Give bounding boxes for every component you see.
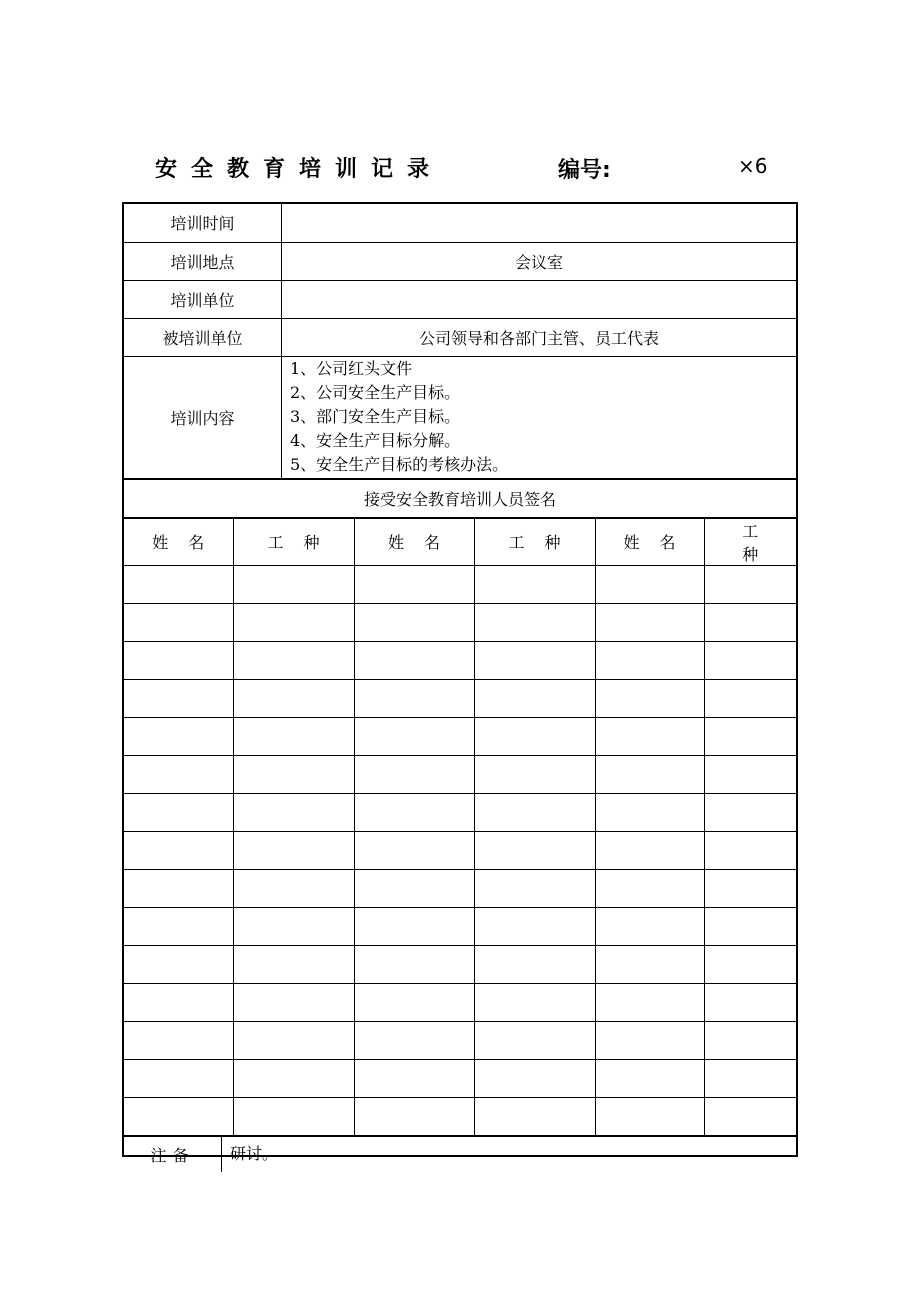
- signature-name-cell[interactable]: [595, 641, 704, 679]
- signature-name-cell[interactable]: [354, 603, 474, 641]
- signature-job-cell[interactable]: [704, 1021, 796, 1059]
- training-record-form: [122, 202, 798, 1165]
- signature-row: [124, 679, 796, 717]
- signature-row: [124, 755, 796, 793]
- signature-job-cell[interactable]: [474, 1097, 595, 1135]
- signature-row: [124, 793, 796, 831]
- signature-name-cell[interactable]: [354, 945, 474, 983]
- header-name: 姓名: [124, 518, 233, 565]
- signature-job-cell[interactable]: [474, 565, 595, 603]
- signature-name-cell[interactable]: [595, 755, 704, 793]
- signature-job-cell[interactable]: [474, 717, 595, 755]
- trainee-unit-value[interactable]: 公司领导和各部门主管、员工代表: [282, 318, 797, 356]
- signature-name-cell[interactable]: [354, 679, 474, 717]
- signature-job-cell[interactable]: [704, 907, 796, 945]
- training-content-label: 培训内容: [124, 356, 282, 478]
- signature-name-cell[interactable]: [595, 793, 704, 831]
- signature-row: [124, 1059, 796, 1097]
- signature-row: [124, 907, 796, 945]
- signature-job-cell[interactable]: [233, 1097, 354, 1135]
- signature-name-cell[interactable]: [354, 831, 474, 869]
- signature-job-cell[interactable]: [474, 831, 595, 869]
- signature-job-cell[interactable]: [233, 679, 354, 717]
- content-item: 1、公司红头文件: [290, 359, 413, 378]
- signature-job-cell[interactable]: [233, 869, 354, 907]
- signature-name-cell[interactable]: [124, 983, 233, 1021]
- notes-table: [124, 1136, 796, 1173]
- training-unit-value[interactable]: [282, 280, 797, 318]
- signature-title-table: [124, 479, 796, 518]
- signature-job-cell[interactable]: [233, 603, 354, 641]
- signature-name-cell[interactable]: [124, 1097, 233, 1135]
- signature-job-cell[interactable]: [474, 603, 595, 641]
- signature-job-cell[interactable]: [704, 831, 796, 869]
- row-training-location: [124, 242, 796, 280]
- notes-value[interactable]: 研讨。: [222, 1136, 797, 1172]
- signature-name-cell[interactable]: [124, 945, 233, 983]
- signature-name-cell[interactable]: [124, 1059, 233, 1097]
- signature-job-cell[interactable]: [233, 641, 354, 679]
- signature-job-cell[interactable]: [704, 945, 796, 983]
- signature-name-cell[interactable]: [354, 641, 474, 679]
- signature-job-cell[interactable]: [704, 869, 796, 907]
- signature-name-cell[interactable]: [354, 565, 474, 603]
- signature-name-cell[interactable]: [124, 755, 233, 793]
- signature-name-cell[interactable]: [354, 793, 474, 831]
- signature-name-cell[interactable]: [354, 869, 474, 907]
- signature-name-cell[interactable]: [124, 717, 233, 755]
- signature-name-cell[interactable]: [354, 983, 474, 1021]
- signature-name-cell[interactable]: [124, 641, 233, 679]
- signature-job-cell[interactable]: [474, 793, 595, 831]
- notes-label: 注备: [124, 1136, 222, 1172]
- signature-job-cell[interactable]: [704, 717, 796, 755]
- training-content-value[interactable]: [282, 356, 797, 478]
- signature-header-row: [124, 518, 796, 565]
- content-item: 4、安全生产目标分解。: [290, 431, 461, 450]
- signature-name-cell[interactable]: [124, 831, 233, 869]
- signature-name-cell[interactable]: [595, 1059, 704, 1097]
- signature-job-cell[interactable]: [704, 603, 796, 641]
- signature-section-title: 接受安全教育培训人员签名: [124, 479, 796, 517]
- signature-grid: [124, 518, 796, 1136]
- signature-name-cell[interactable]: [124, 1021, 233, 1059]
- signature-job-cell[interactable]: [704, 641, 796, 679]
- row-trainee-unit: [124, 318, 796, 356]
- signature-job-cell[interactable]: [233, 1021, 354, 1059]
- signature-name-cell[interactable]: [354, 1059, 474, 1097]
- signature-row: [124, 945, 796, 983]
- signature-job-cell[interactable]: [474, 641, 595, 679]
- signature-name-cell[interactable]: [595, 565, 704, 603]
- signature-job-cell[interactable]: [474, 907, 595, 945]
- document-title: 安全教育培训记录: [155, 157, 444, 182]
- training-time-value[interactable]: [282, 204, 797, 242]
- signature-job-cell[interactable]: [233, 717, 354, 755]
- signature-name-cell[interactable]: [595, 717, 704, 755]
- signature-name-cell[interactable]: [124, 679, 233, 717]
- row-training-time: [124, 204, 796, 242]
- signature-row: [124, 641, 796, 679]
- header-job: 工种: [233, 518, 354, 565]
- signature-job-cell[interactable]: [704, 983, 796, 1021]
- signature-row: [124, 869, 796, 907]
- signature-row: [124, 1021, 796, 1059]
- content-item: 2、公司安全生产目标。: [290, 383, 461, 402]
- signature-row: [124, 1097, 796, 1135]
- signature-name-cell[interactable]: [354, 1021, 474, 1059]
- signature-row: [124, 603, 796, 641]
- header-job: 工种: [704, 518, 796, 565]
- header-name: 姓名: [354, 518, 474, 565]
- training-time-label: 培训时间: [124, 204, 282, 242]
- signature-job-cell[interactable]: [233, 831, 354, 869]
- signature-name-cell[interactable]: [124, 603, 233, 641]
- signature-row: [124, 565, 796, 603]
- signature-job-cell[interactable]: [233, 755, 354, 793]
- training-location-value[interactable]: 会议室: [282, 242, 797, 280]
- signature-job-cell[interactable]: [704, 755, 796, 793]
- trainee-unit-label: 被培训单位: [124, 318, 282, 356]
- training-info-table: [124, 204, 796, 479]
- training-location-label: 培训地点: [124, 242, 282, 280]
- content-item: 3、部门安全生产目标。: [290, 407, 461, 426]
- signature-job-cell[interactable]: [474, 679, 595, 717]
- signature-name-cell[interactable]: [595, 907, 704, 945]
- signature-name-cell[interactable]: [354, 755, 474, 793]
- signature-name-cell[interactable]: [124, 869, 233, 907]
- signature-name-cell[interactable]: [124, 793, 233, 831]
- signature-job-cell[interactable]: [474, 869, 595, 907]
- signature-job-cell[interactable]: [704, 793, 796, 831]
- signature-job-cell[interactable]: [233, 945, 354, 983]
- signature-rows: [124, 565, 796, 1135]
- signature-job-cell[interactable]: [233, 565, 354, 603]
- signature-name-cell[interactable]: [595, 831, 704, 869]
- signature-name-cell[interactable]: [354, 907, 474, 945]
- row-training-unit: [124, 280, 796, 318]
- signature-name-cell[interactable]: [595, 1021, 704, 1059]
- number-label: 编号:: [558, 158, 611, 183]
- row-training-content: [124, 356, 796, 478]
- header-job: 工种: [474, 518, 595, 565]
- signature-job-cell[interactable]: [704, 679, 796, 717]
- signature-row: [124, 717, 796, 755]
- signature-job-cell[interactable]: [233, 907, 354, 945]
- signature-job-cell[interactable]: [474, 1059, 595, 1097]
- signature-job-cell[interactable]: [233, 983, 354, 1021]
- signature-name-cell[interactable]: [354, 1097, 474, 1135]
- signature-job-cell[interactable]: [704, 1097, 796, 1135]
- signature-job-cell[interactable]: [474, 755, 595, 793]
- signature-job-cell[interactable]: [474, 945, 595, 983]
- signature-name-cell[interactable]: [595, 869, 704, 907]
- signature-job-cell[interactable]: [474, 1021, 595, 1059]
- notes-row: [124, 1136, 796, 1172]
- signature-name-cell[interactable]: [595, 603, 704, 641]
- training-unit-label: 培训单位: [124, 280, 282, 318]
- content-item: 5、安全生产目标的考核办法。: [290, 455, 509, 474]
- signature-name-cell[interactable]: [595, 983, 704, 1021]
- signature-name-cell[interactable]: [595, 1097, 704, 1135]
- signature-job-cell[interactable]: [233, 793, 354, 831]
- signature-name-cell[interactable]: [595, 945, 704, 983]
- signature-name-cell[interactable]: [124, 907, 233, 945]
- signature-job-cell[interactable]: [233, 1059, 354, 1097]
- signature-name-cell[interactable]: [595, 679, 704, 717]
- number-value: ×6: [738, 154, 768, 178]
- header-name: 姓名: [595, 518, 704, 565]
- signature-row: [124, 831, 796, 869]
- signature-job-cell[interactable]: [704, 565, 796, 603]
- signature-name-cell[interactable]: [124, 565, 233, 603]
- signature-job-cell[interactable]: [704, 1059, 796, 1097]
- signature-job-cell[interactable]: [474, 983, 595, 1021]
- signature-row: [124, 983, 796, 1021]
- signature-name-cell[interactable]: [354, 717, 474, 755]
